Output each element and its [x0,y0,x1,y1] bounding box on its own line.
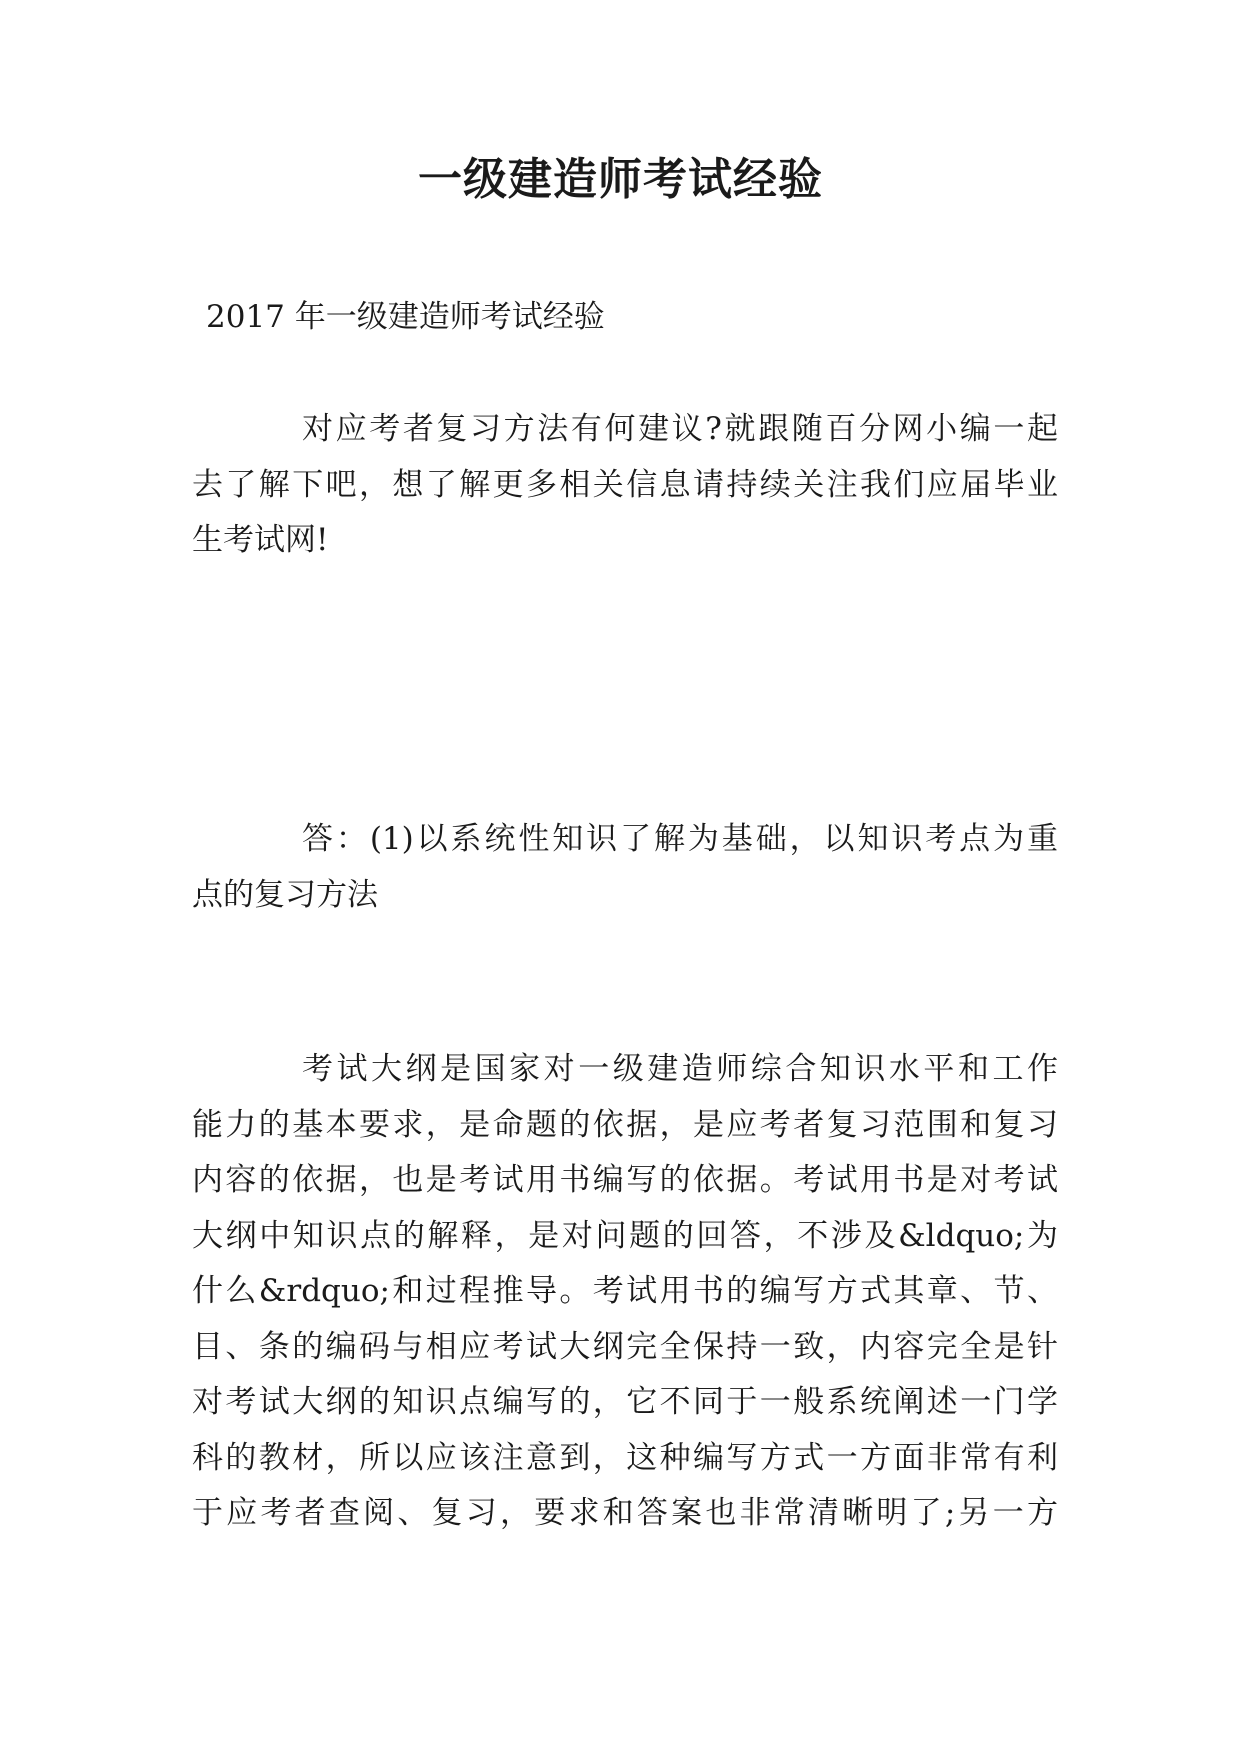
paragraph-line: 什么&rdquo;和过程推导。考试用书的编写方式其章、节、 [192,1273,1058,1309]
paragraph-line: 科的教材，所以应该注意到，这种编写方式一方面非常有利 [192,1439,1058,1476]
paragraph-intro [192,402,1058,569]
paragraph-line: 答：(1)以系统性知识了解为基础，以知识考点为重 [302,821,1058,857]
paragraph-line: 对考试大纲的知识点编写的，它不同于一般系统阐述一门学 [192,1384,1058,1420]
paragraph-line: 于应考者查阅、复习，要求和答案也非常清晰明了;另一方 [192,1495,1058,1531]
paragraph-line: 去了解下吧，想了解更多相关信息请持续关注我们应届毕业 [192,466,1058,503]
paragraph-line: 点的复习方法 [192,876,378,913]
paragraph-line: 能力的基本要求，是命题的依据，是应考者复习范围和复习 [192,1106,1058,1143]
paragraph-answer [192,812,1058,923]
paragraph-line: 生考试网! [192,522,329,558]
paragraph-line: 对应考者复习方法有何建议?就跟随百分网小编一起 [302,411,1058,447]
document-title: 一级建造师考试经验 [418,154,823,205]
paragraph-body [192,1042,1058,1542]
paragraph-line: 内容的依据，也是考试用书编写的依据。考试用书是对考试 [192,1162,1058,1198]
paragraph-line: 考试大纲是国家对一级建造师综合知识水平和工作 [302,1051,1058,1087]
paragraph-line: 目、条的编码与相应考试大纲完全保持一致，内容完全是针 [192,1328,1058,1365]
document-subtitle: 2017 年一级建造师考试经验 [206,299,605,335]
paragraph-line: 大纲中知识点的解释，是对问题的回答，不涉及&ldquo;为 [192,1217,1058,1254]
